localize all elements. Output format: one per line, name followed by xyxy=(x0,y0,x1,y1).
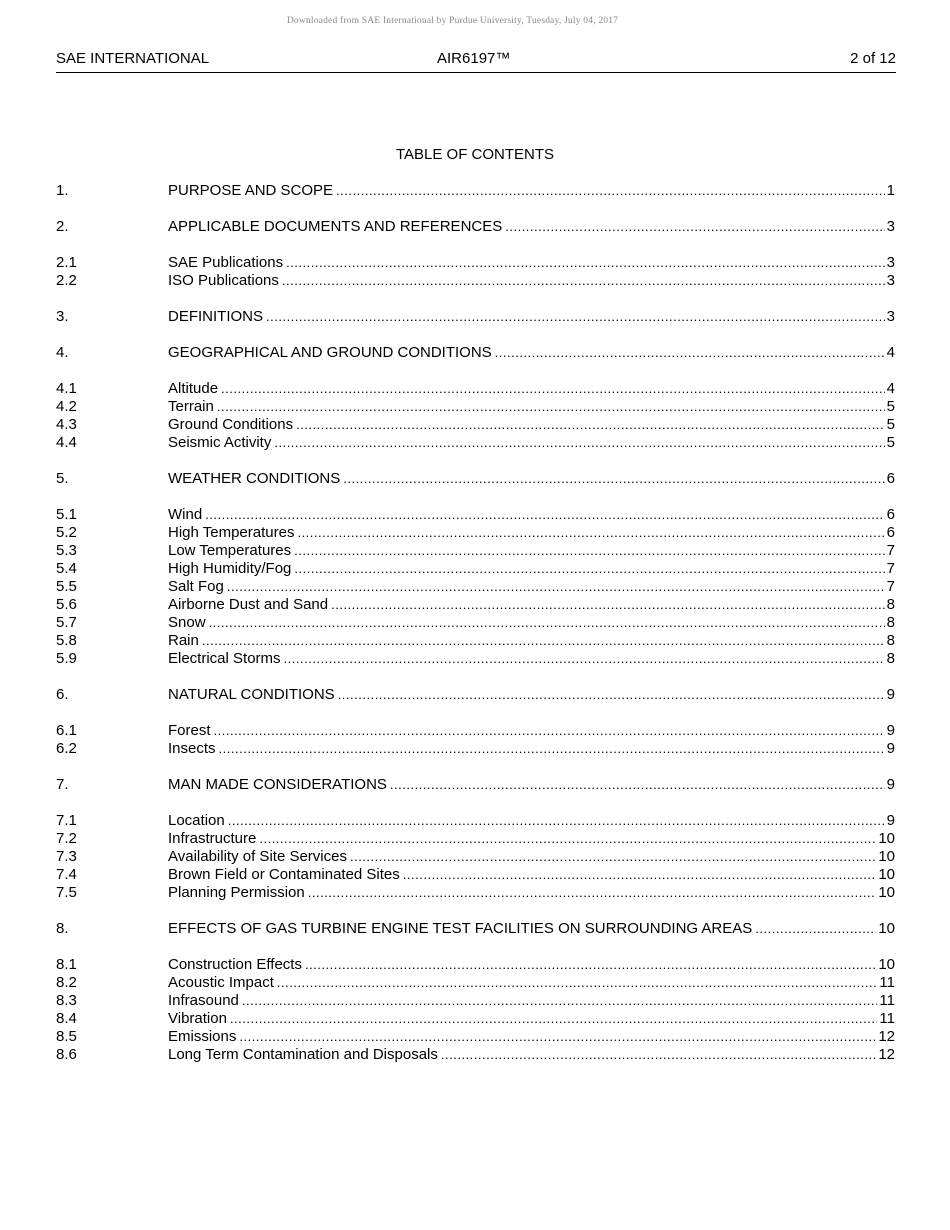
toc-entry[interactable] xyxy=(56,812,895,830)
toc-entry-line xyxy=(168,920,895,938)
toc-entry-number: 5.7 xyxy=(56,614,77,631)
toc-entry-title: APPLICABLE DOCUMENTS AND REFERENCES xyxy=(168,218,503,235)
toc-entry-number: 7.3 xyxy=(56,848,77,865)
toc-entry-page: 4 xyxy=(886,380,895,397)
toc-entry-title: Low Temperatures xyxy=(168,542,292,559)
toc-title: TABLE OF CONTENTS xyxy=(395,146,555,163)
toc-entry-title: Location xyxy=(168,812,225,829)
toc-entry-title: Salt Fog xyxy=(168,578,224,595)
toc-entry-page: 9 xyxy=(886,722,895,739)
toc-entry-page: 9 xyxy=(886,812,895,829)
toc-entry-line xyxy=(168,416,895,434)
toc-entry-page: 11 xyxy=(879,992,895,1009)
toc-entry-title: Infrastructure xyxy=(168,830,257,847)
toc-dot-leader xyxy=(284,650,885,668)
toc-entry-page: 10 xyxy=(878,956,895,973)
toc-entry-line xyxy=(168,182,895,200)
toc-entry-line xyxy=(168,272,895,290)
document-id: AIR6197™ xyxy=(437,50,511,67)
toc-entry[interactable] xyxy=(56,740,895,758)
toc-entry[interactable] xyxy=(56,416,895,434)
toc-entry-number: 5.9 xyxy=(56,650,77,667)
toc-entry[interactable] xyxy=(56,632,895,650)
toc-dot-leader xyxy=(331,596,885,614)
toc-dot-leader xyxy=(205,506,884,524)
toc-entry-number: 7.2 xyxy=(56,830,77,847)
toc-entry[interactable] xyxy=(56,1028,895,1046)
toc-entry-line xyxy=(168,650,895,668)
toc-entry-title: Planning Permission xyxy=(168,884,305,901)
toc-entry-title: Rain xyxy=(168,632,199,649)
toc-entry-number: 5.6 xyxy=(56,596,77,613)
toc-entry[interactable] xyxy=(56,398,895,416)
toc-entry-line xyxy=(168,884,895,902)
toc-dot-leader xyxy=(202,632,885,650)
toc-entry-line xyxy=(168,524,895,542)
toc-entry-title: Seismic Activity xyxy=(168,434,272,451)
toc-entry-line xyxy=(168,578,895,596)
toc-entry[interactable] xyxy=(56,722,895,740)
toc-entry-page: 8 xyxy=(886,596,895,613)
toc-entry-page: 12 xyxy=(878,1046,895,1063)
toc-entry[interactable] xyxy=(56,560,895,578)
toc-entry[interactable] xyxy=(56,686,895,704)
toc-dot-leader xyxy=(266,308,885,326)
toc-entry-page: 8 xyxy=(886,614,895,631)
toc-entry-title: Airborne Dust and Sand xyxy=(168,596,329,613)
toc-entry[interactable] xyxy=(56,506,895,524)
toc-entry-page: 3 xyxy=(886,254,895,271)
toc-entry-line xyxy=(168,974,895,992)
toc-entry-title: Long Term Contamination and Disposals xyxy=(168,1046,438,1063)
toc-entry-page: 5 xyxy=(886,416,895,433)
toc-entry-line xyxy=(168,722,895,740)
toc-entry-number: 8.5 xyxy=(56,1028,77,1045)
toc-entry[interactable] xyxy=(56,776,895,794)
toc-entry-page: 3 xyxy=(886,272,895,289)
toc-entry-line xyxy=(168,542,895,560)
toc-entry[interactable] xyxy=(56,650,895,668)
toc-entry-number: 5.2 xyxy=(56,524,77,541)
toc-entry-page: 9 xyxy=(886,776,895,793)
toc-entry-line xyxy=(168,1046,895,1064)
toc-entry[interactable] xyxy=(56,956,895,974)
toc-entry[interactable] xyxy=(56,470,895,488)
toc-entry[interactable] xyxy=(56,380,895,398)
toc-entry[interactable] xyxy=(56,254,895,272)
toc-entry-line xyxy=(168,830,895,848)
toc-entry-line xyxy=(168,776,895,794)
toc-entry-page: 8 xyxy=(886,650,895,667)
toc-dot-leader xyxy=(305,956,876,974)
toc-dot-leader xyxy=(221,380,885,398)
toc-entry-title: PURPOSE AND SCOPE xyxy=(168,182,334,199)
toc-entry-number: 5.1 xyxy=(56,506,77,523)
toc-dot-leader xyxy=(209,614,885,632)
toc-entry-title: Terrain xyxy=(168,398,214,415)
toc-entry-line xyxy=(168,218,895,236)
toc-dot-leader xyxy=(505,218,884,236)
toc-entry-page: 3 xyxy=(886,308,895,325)
toc-entry-line xyxy=(168,344,895,362)
toc-entry-title: ISO Publications xyxy=(168,272,279,289)
toc-entry-title: WEATHER CONDITIONS xyxy=(168,470,341,487)
toc-dot-leader xyxy=(296,416,885,434)
toc-dot-leader xyxy=(755,920,876,938)
toc-entry-number: 8.6 xyxy=(56,1046,77,1063)
toc-entry-number: 4.1 xyxy=(56,380,77,397)
toc-entry-title: Brown Field or Contaminated Sites xyxy=(168,866,400,883)
toc-entry-page: 4 xyxy=(886,344,895,361)
toc-entry-page: 5 xyxy=(886,434,895,451)
toc-entry[interactable] xyxy=(56,182,895,200)
toc-entry-page: 1 xyxy=(886,182,895,199)
toc-dot-leader xyxy=(217,398,885,416)
toc-entry-line xyxy=(168,632,895,650)
toc-dot-leader xyxy=(343,470,884,488)
toc-entry[interactable] xyxy=(56,884,895,902)
toc-entry-number: 1. xyxy=(56,182,69,199)
toc-entry-line xyxy=(168,596,895,614)
toc-entry[interactable] xyxy=(56,848,895,866)
toc-entry[interactable] xyxy=(56,524,895,542)
toc-entry-line xyxy=(168,506,895,524)
toc-entry-number: 6.2 xyxy=(56,740,77,757)
toc-entry[interactable] xyxy=(56,218,895,236)
toc-entry-number: 8.2 xyxy=(56,974,77,991)
publisher-name: SAE INTERNATIONAL xyxy=(56,50,210,67)
toc-entry-title: Wind xyxy=(168,506,203,523)
toc-dot-leader xyxy=(441,1046,876,1064)
toc-entry-line xyxy=(168,308,895,326)
toc-entry-number: 5. xyxy=(56,470,69,487)
toc-entry-line xyxy=(168,956,895,974)
toc-dot-leader xyxy=(259,830,876,848)
toc-dot-leader xyxy=(274,434,884,452)
toc-dot-leader xyxy=(239,1028,876,1046)
toc-entry-page: 6 xyxy=(886,506,895,523)
toc-entry-title: GEOGRAPHICAL AND GROUND CONDITIONS xyxy=(168,344,492,361)
toc-entry[interactable] xyxy=(56,1010,895,1028)
toc-dot-leader xyxy=(403,866,877,884)
toc-entry-number: 7.4 xyxy=(56,866,77,883)
download-watermark: Downloaded from SAE International by Purdue University, Tuesday, July 04, 2017 xyxy=(286,16,619,26)
toc-entry-title: Altitude xyxy=(168,380,219,397)
toc-entry-page: 11 xyxy=(879,974,895,991)
toc-dot-leader xyxy=(294,542,885,560)
toc-entry-title: High Temperatures xyxy=(168,524,295,541)
toc-entry-line xyxy=(168,398,895,416)
toc-entry-page: 10 xyxy=(878,848,895,865)
toc-dot-leader xyxy=(227,578,885,596)
toc-entry-page: 5 xyxy=(886,398,895,415)
toc-entry-page: 6 xyxy=(886,470,895,487)
toc-entry-page: 10 xyxy=(878,866,895,883)
toc-entry[interactable] xyxy=(56,1046,895,1064)
toc-entry-title: Infrasound xyxy=(168,992,239,1009)
toc-entry-line xyxy=(168,866,895,884)
toc-entry[interactable] xyxy=(56,344,895,362)
toc-dot-leader xyxy=(277,974,878,992)
toc-entry[interactable] xyxy=(56,992,895,1010)
toc-dot-leader xyxy=(230,1010,877,1028)
toc-entry-line xyxy=(168,614,895,632)
toc-entry-page: 8 xyxy=(886,632,895,649)
toc-dot-leader xyxy=(495,344,885,362)
toc-dot-leader xyxy=(282,272,885,290)
toc-entry-title: Electrical Storms xyxy=(168,650,281,667)
toc-dot-leader xyxy=(297,524,884,542)
toc-entry-title: Construction Effects xyxy=(168,956,302,973)
toc-entry-number: 3. xyxy=(56,308,69,325)
toc-entry-title: MAN MADE CONSIDERATIONS xyxy=(168,776,387,793)
toc-entry-page: 12 xyxy=(878,1028,895,1045)
toc-entry-line xyxy=(168,470,895,488)
toc-entry-number: 4. xyxy=(56,344,69,361)
toc-entry-number: 8.1 xyxy=(56,956,77,973)
toc-entry-page: 7 xyxy=(886,560,895,577)
toc-entry-number: 6. xyxy=(56,686,69,703)
toc-dot-leader xyxy=(336,182,885,200)
toc-entry-number: 8.4 xyxy=(56,1010,77,1027)
toc-entry-number: 2.2 xyxy=(56,272,77,289)
toc-entry-title: Acoustic Impact xyxy=(168,974,274,991)
toc-entry-page: 6 xyxy=(886,524,895,541)
toc-dot-leader xyxy=(286,254,885,272)
toc-entry-title: Insects xyxy=(168,740,216,757)
toc-entry-line xyxy=(168,434,895,452)
toc-entry[interactable] xyxy=(56,434,895,452)
toc-entry-line xyxy=(168,1028,895,1046)
toc-entry-page: 7 xyxy=(886,542,895,559)
toc-entry-number: 8. xyxy=(56,920,69,937)
toc-entry-page: 11 xyxy=(879,1010,895,1027)
toc-dot-leader xyxy=(338,686,885,704)
toc-entry-number: 2.1 xyxy=(56,254,77,271)
toc-entry-number: 7. xyxy=(56,776,69,793)
toc-entry-number: 6.1 xyxy=(56,722,77,739)
toc-entry-title: High Humidity/Fog xyxy=(168,560,292,577)
toc-dot-leader xyxy=(350,848,876,866)
toc-entry-line xyxy=(168,848,895,866)
toc-entry-line xyxy=(168,992,895,1010)
toc-entry-page: 3 xyxy=(886,218,895,235)
toc-entry-number: 5.5 xyxy=(56,578,77,595)
toc-entry-title: SAE Publications xyxy=(168,254,284,271)
toc-entry-number: 8.3 xyxy=(56,992,77,1009)
toc-entry-number: 2. xyxy=(56,218,69,235)
toc-entry[interactable] xyxy=(56,578,895,596)
toc-dot-leader xyxy=(390,776,885,794)
toc-entry-number: 7.5 xyxy=(56,884,77,901)
toc-entry[interactable] xyxy=(56,920,895,938)
page-number: 2 of 12 xyxy=(850,50,896,67)
toc-entry-page: 9 xyxy=(886,740,895,757)
toc-entry[interactable] xyxy=(56,830,895,848)
toc-entry-line xyxy=(168,254,895,272)
toc-entry[interactable] xyxy=(56,974,895,992)
toc-entry-page: 10 xyxy=(878,830,895,847)
toc-entry-title: Emissions xyxy=(168,1028,237,1045)
toc-entry[interactable] xyxy=(56,272,895,290)
toc-entry-title: DEFINITIONS xyxy=(168,308,264,325)
toc-entry-title: Vibration xyxy=(168,1010,227,1027)
toc-entry[interactable] xyxy=(56,308,895,326)
toc-dot-leader xyxy=(219,740,885,758)
toc-dot-leader xyxy=(294,560,884,578)
toc-entry-line xyxy=(168,686,895,704)
toc-dot-leader xyxy=(308,884,877,902)
toc-entry-page: 10 xyxy=(878,884,895,901)
toc-entry[interactable] xyxy=(56,614,895,632)
toc-entry[interactable] xyxy=(56,866,895,884)
toc-entry-title: Availability of Site Services xyxy=(168,848,347,865)
toc-entry-title: Forest xyxy=(168,722,211,739)
table-of-contents xyxy=(56,182,895,1064)
toc-entry-line xyxy=(168,740,895,758)
toc-entry[interactable] xyxy=(56,542,895,560)
toc-entry-number: 5.4 xyxy=(56,560,77,577)
toc-entry-title: NATURAL CONDITIONS xyxy=(168,686,335,703)
toc-entry-line xyxy=(168,1010,895,1028)
toc-dot-leader xyxy=(242,992,878,1010)
toc-entry-number: 5.8 xyxy=(56,632,77,649)
toc-entry-number: 4.4 xyxy=(56,434,77,451)
toc-entry-page: 7 xyxy=(886,578,895,595)
running-header xyxy=(56,50,896,73)
toc-entry-number: 5.3 xyxy=(56,542,77,559)
toc-dot-leader xyxy=(214,722,885,740)
toc-entry-number: 7.1 xyxy=(56,812,77,829)
toc-entry-title: Snow xyxy=(168,614,206,631)
toc-entry-number: 4.3 xyxy=(56,416,77,433)
toc-entry-page: 9 xyxy=(886,686,895,703)
toc-entry-line xyxy=(168,380,895,398)
toc-entry[interactable] xyxy=(56,596,895,614)
toc-entry-line xyxy=(168,812,895,830)
toc-entry-title: Ground Conditions xyxy=(168,416,294,433)
toc-entry-number: 4.2 xyxy=(56,398,77,415)
toc-entry-title: EFFECTS OF GAS TURBINE ENGINE TEST FACILITIES ON SURROUNDING AREAS xyxy=(168,920,753,937)
toc-dot-leader xyxy=(228,812,885,830)
toc-entry-page: 10 xyxy=(878,920,895,937)
toc-entry-line xyxy=(168,560,895,578)
